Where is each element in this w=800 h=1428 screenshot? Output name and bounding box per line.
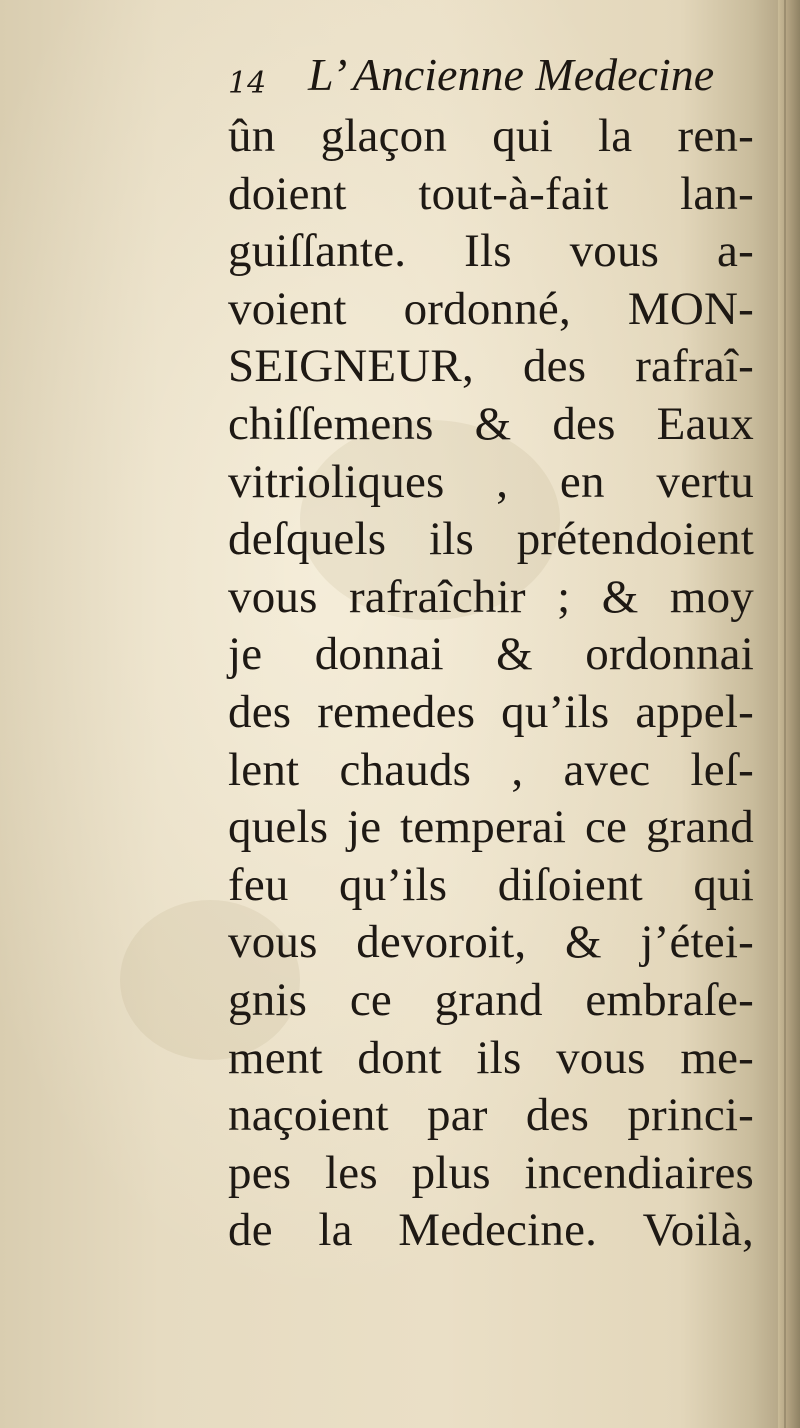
word: tout-à-fait: [418, 167, 609, 220]
word: voient: [228, 282, 347, 335]
word: &: [474, 397, 512, 450]
word: Ils: [464, 225, 512, 278]
word: je: [347, 801, 382, 854]
word: plus: [411, 1146, 491, 1199]
text-line: [228, 108, 754, 166]
word: la: [318, 1204, 353, 1257]
word: appel-: [635, 685, 754, 738]
word: dont: [357, 1031, 442, 1084]
word: gnis: [228, 973, 308, 1026]
word: &: [496, 628, 533, 681]
word: grand: [645, 801, 754, 854]
text-line: [228, 166, 754, 224]
word: par: [427, 1089, 488, 1142]
word: pes: [228, 1146, 292, 1199]
word: MON-: [627, 282, 754, 335]
text-line: [228, 281, 754, 339]
word: naçoient: [228, 1089, 389, 1142]
text-line: [228, 857, 754, 915]
word: feu: [228, 858, 289, 911]
text-line: [228, 914, 754, 972]
word: lan-: [680, 167, 754, 220]
word: vitrioliques: [228, 455, 445, 508]
word: temperai: [400, 801, 567, 854]
word: ordonnai: [585, 628, 754, 681]
word: &: [601, 570, 639, 623]
word: glaçon: [320, 110, 448, 162]
word: ce: [585, 801, 628, 854]
word: ;: [557, 570, 571, 623]
word: doient: [228, 167, 347, 220]
word: Voilà,: [642, 1204, 754, 1257]
word: ils: [428, 513, 474, 566]
word: Medecine.: [398, 1204, 598, 1257]
word: ,: [496, 455, 509, 508]
word: ûn: [228, 110, 276, 162]
word: des: [228, 685, 292, 738]
word: quels: [228, 801, 329, 854]
text-line: [228, 1087, 754, 1145]
text-line: [228, 799, 754, 857]
word: ce: [349, 973, 392, 1026]
text-line: [228, 511, 754, 569]
word: les: [325, 1146, 378, 1199]
text-line: [228, 223, 754, 281]
word: a-: [717, 225, 754, 278]
word: chiſſemens: [228, 397, 434, 450]
word: qui: [693, 858, 754, 911]
word: vertu: [656, 455, 754, 508]
word: deſquels: [228, 513, 387, 566]
text-line: [228, 626, 754, 684]
text-line: [228, 454, 754, 512]
word: des: [522, 340, 587, 393]
page-number: 14: [228, 66, 267, 101]
word: vous: [569, 225, 660, 278]
running-title: L’ Ancienne Medecine: [308, 49, 715, 100]
text-line: [228, 742, 754, 800]
word: rafraî-: [635, 340, 754, 393]
text-line: [228, 972, 754, 1030]
word: embraſe-: [585, 973, 754, 1026]
word: la: [598, 110, 633, 162]
word: ment: [228, 1031, 323, 1084]
word: ,: [511, 743, 524, 796]
word: en: [559, 455, 605, 508]
word: j’étei-: [640, 916, 754, 969]
word: vous: [228, 916, 318, 969]
word: qui: [492, 110, 553, 162]
word: ordonné,: [403, 282, 571, 335]
word: moy: [669, 570, 754, 623]
word: des: [552, 397, 616, 450]
word: qu’ils: [501, 685, 610, 738]
word: avec: [563, 743, 651, 796]
page-edge: [778, 0, 800, 1428]
word: diſoient: [497, 858, 643, 911]
word: rafraîchir: [348, 570, 526, 623]
word: Eaux: [656, 397, 754, 450]
word: je: [228, 628, 263, 681]
body-text: [228, 108, 754, 1260]
word: chauds: [339, 743, 472, 796]
word: me-: [680, 1031, 754, 1084]
word: grand: [434, 973, 543, 1026]
word: vous: [556, 1031, 646, 1084]
text-line: [228, 569, 754, 627]
word: SEIGNEUR,: [228, 340, 474, 393]
page-header: [228, 48, 748, 108]
word: vous: [228, 570, 318, 623]
word: guiſſante.: [228, 225, 407, 278]
word: &: [565, 916, 602, 969]
text-line: [228, 1145, 754, 1203]
word: de: [228, 1204, 273, 1257]
word: donnai: [314, 628, 444, 681]
word: ils: [476, 1031, 522, 1084]
text-line: [228, 684, 754, 742]
word: leſ-: [690, 743, 754, 796]
word: qu’ils: [339, 858, 448, 911]
text-line: [228, 338, 754, 396]
word: remedes: [317, 685, 476, 738]
word: lent: [228, 743, 300, 796]
word: des: [525, 1089, 590, 1142]
text-line: [228, 1202, 754, 1260]
word: incendiaires: [524, 1146, 754, 1199]
text-line: [228, 1030, 754, 1088]
word: princi-: [627, 1089, 754, 1142]
word: ren-: [677, 110, 754, 162]
word: prétendoient: [516, 513, 754, 566]
word: devoroit,: [356, 916, 527, 969]
text-line: [228, 396, 754, 454]
